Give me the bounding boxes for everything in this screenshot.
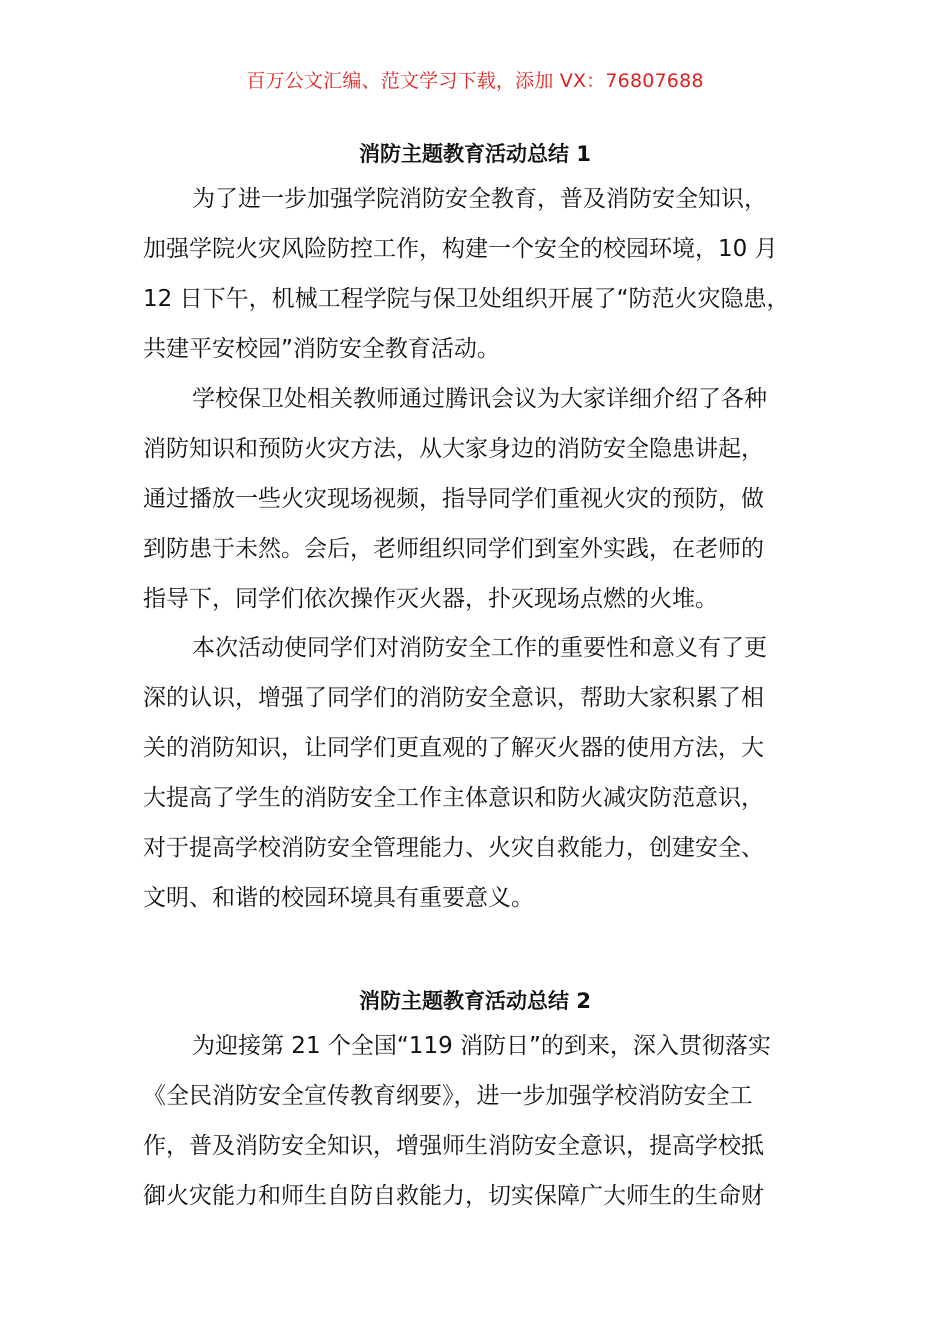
paragraph-line: 消防知识和预防火灾方法，从大家身边的消防安全隐患讲起， (143, 436, 764, 462)
paragraph-line: 本次活动使同学们对消防安全工作的重要性和意义有了更 (192, 635, 767, 661)
paragraph-line: 指导下，同学们依次操作灭火器，扑灭现场点燃的火堆。 (143, 586, 718, 612)
paragraph-line: 为了进一步加强学院消防安全教育，普及消防安全知识， (192, 186, 767, 212)
paragraph-line: 深的认识，增强了同学们的消防安全意识，帮助大家积累了相 (143, 685, 764, 711)
paragraph-line: 到防患于未然。会后，老师组织同学们到室外实践，在老师的 (143, 536, 764, 562)
section-2-title: 消防主题教育活动总结 2 (359, 989, 591, 1013)
paragraph-line: 关的消防知识，让同学们更直观的了解灭火器的使用方法，大 (143, 735, 764, 761)
section-1-title: 消防主题教育活动总结 1 (359, 142, 591, 166)
paragraph-line: 对于提高学校消防安全管理能力、火灾自救能力，创建安全、 (143, 835, 764, 861)
paragraph-line: 作，普及消防安全知识，增强师生消防安全意识，提高学校抵 (143, 1133, 764, 1159)
paragraph-line: 学校保卫处相关教师通过腾讯会议为大家详细介绍了各种 (192, 386, 767, 412)
paragraph-line: 共建平安校园”消防安全教育活动。 (143, 336, 500, 362)
paragraph-line: 大提高了学生的消防安全工作主体意识和防火减灾防范意识， (143, 785, 764, 811)
paragraph-line: 御火灾能力和师生自防自救能力，切实保障广大师生的生命财 (143, 1183, 764, 1209)
paragraph-line: 文明、和谐的校园环境具有重要意义。 (143, 885, 534, 911)
header-watermark-line: 百万公文汇编、范文学习下载，添加 VX：76807688 (246, 70, 704, 92)
paragraph-line: 为迎接第 21 个全国“119 消防日”的到来，深入贯彻落实 (192, 1033, 771, 1059)
paragraph-line: 《全民消防安全宣传教育纲要》，进一步加强学校消防安全工 (143, 1083, 753, 1109)
paragraph-line: 12 日下午，机械工程学院与保卫处组织开展了“防范火灾隐患， (143, 286, 790, 312)
paragraph-line: 加强学院火灾风险防控工作，构建一个安全的校园环境，10 月 (143, 236, 778, 262)
paragraph-line: 通过播放一些火灾现场视频，指导同学们重视火灾的预防，做 (143, 486, 764, 512)
